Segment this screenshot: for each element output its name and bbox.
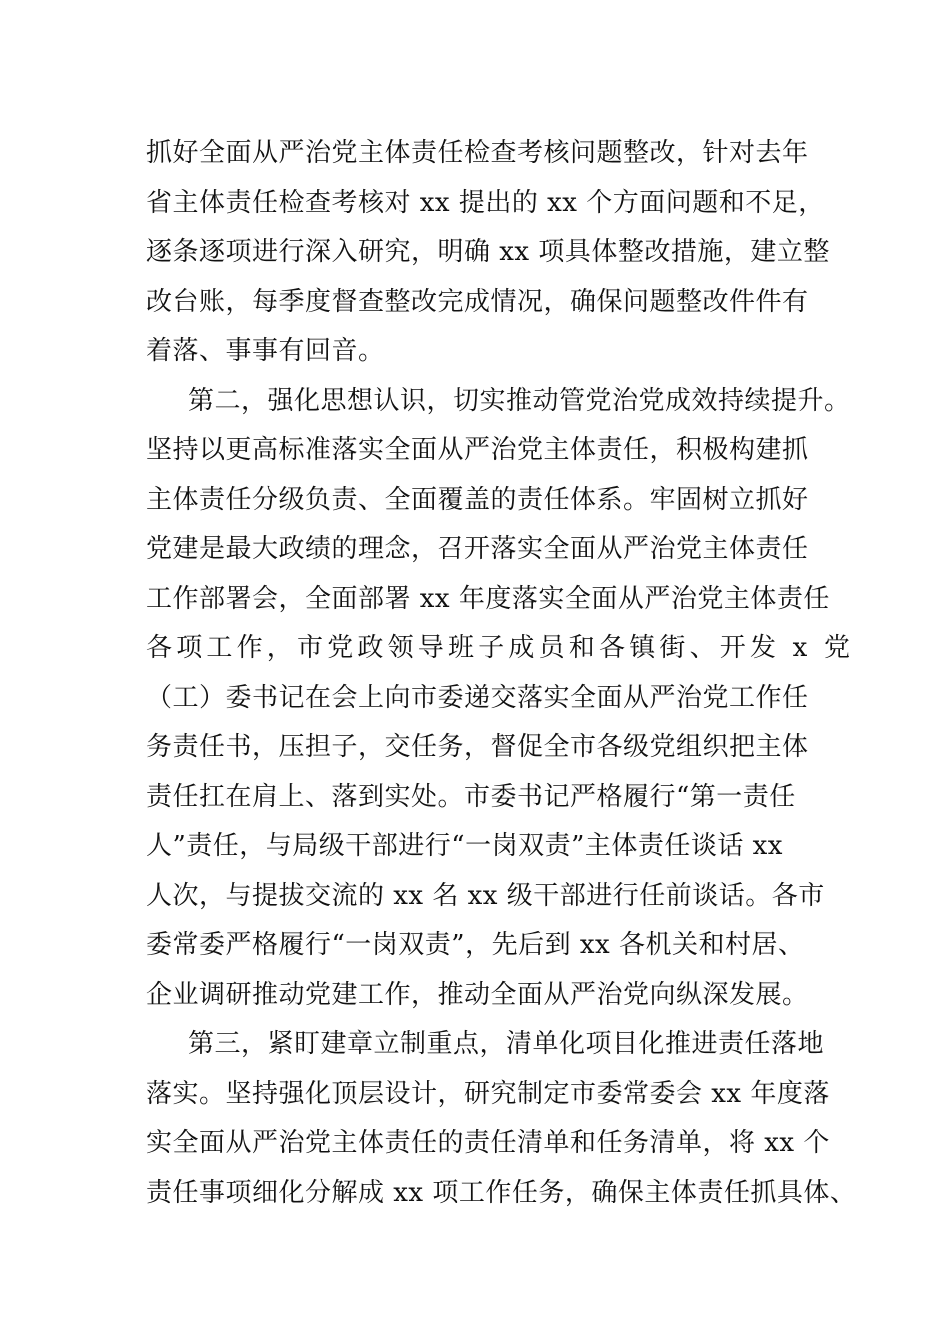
text-line: 委常委严格履行“一岗双责”，先后到 xx 各机关和村居、 bbox=[146, 930, 805, 960]
body-text bbox=[146, 129, 857, 1218]
text-line: 人”责任，与局级干部进行“一岗双责”主体责任谈话 xx bbox=[146, 831, 783, 861]
text-line: 抓好全面从严治党主体责任检查考核问题整改，针对去年 bbox=[146, 138, 809, 168]
text-line: 改台账，每季度督查整改完成情况，确保问题整改件件有 bbox=[146, 286, 809, 317]
text-line: 逐条逐项进行深入研究，明确 xx 项具体整改措施，建立整 bbox=[146, 237, 830, 267]
text-line: 务责任书，压担子，交任务，督促全市各级党组织把主体 bbox=[146, 732, 809, 762]
text-line: 坚持以更高标准落实全面从严治党主体责任，积极构建抓 bbox=[146, 435, 809, 465]
text-line: 责任事项细化分解成 xx 项工作任务，确保主体责任抓具体、 bbox=[146, 1177, 857, 1208]
text-line: 人次，与提拔交流的 xx 名 xx 级干部进行任前谈话。各市 bbox=[146, 880, 825, 911]
paragraph-start-line: 第三，紧盯建章立制重点，清单化项目化推进责任落地 bbox=[188, 1029, 825, 1059]
text-line: 企业调研推动党建工作，推动全面从严治党向纵深发展。 bbox=[146, 979, 809, 1010]
text-line: 党建是最大政绩的理念，召开落实全面从严治党主体责任 bbox=[146, 534, 809, 564]
text-line: 实全面从严治党主体责任的责任清单和任务清单，将 xx 个 bbox=[146, 1128, 830, 1158]
text-line: （工）委书记在会上向市委递交落实全面从严治党工作任 bbox=[146, 682, 809, 713]
text-line: 主体责任分级负责、全面覆盖的责任体系。牢固树立抓好 bbox=[146, 484, 809, 515]
text-line: 省主体责任检查考核对 xx 提出的 xx 个方面问题和不足， bbox=[146, 187, 825, 218]
text-line: 落实。坚持强化顶层设计，研究制定市委常委会 xx 年度落 bbox=[146, 1078, 830, 1109]
text-line: 责任扛在肩上、落到实处。市委书记严格履行“第一责任 bbox=[146, 781, 796, 812]
text-line: 各项工作，市党政领导班子成员和各镇街、开发 x 党 bbox=[146, 633, 855, 663]
text-line: 着落、事事有回音。 bbox=[146, 336, 385, 366]
paragraph-start-line: 第二，强化思想认识，切实推动管党治党成效持续提升。 bbox=[188, 385, 851, 416]
text-line: 工作部署会，全面部署 xx 年度落实全面从严治党主体责任 bbox=[146, 583, 830, 614]
